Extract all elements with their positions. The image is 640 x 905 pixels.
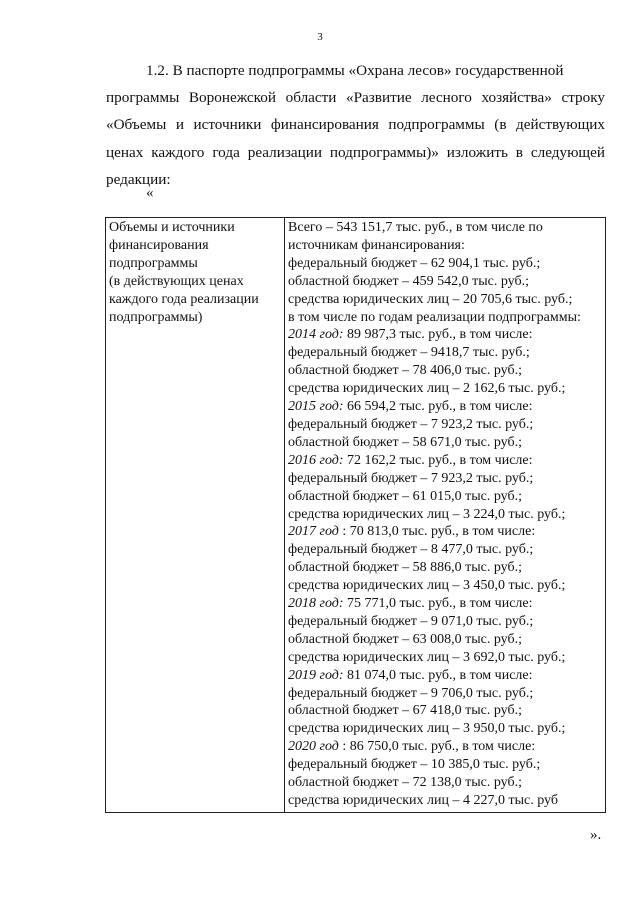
paragraph-line: ценах каждого года реализации подпрограммы)» изложить в следующей [106,143,605,161]
year-label: 2015 год: [288,399,344,415]
year-2015-heading [288,398,603,416]
year-summary: : 86 750,0 тыс. руб., в том числе: [338,739,536,755]
year-2014-heading [288,326,603,344]
year-summary: 81 074,0 тыс. руб., в том числе: [343,667,533,683]
label-line: Объемы и источники [109,220,235,235]
year-label: 2014 год: [288,327,344,343]
year-label: 2020 год [288,739,339,755]
total-line: областной бюджет – 459 542,0 тыс. руб.; [288,273,529,289]
budget-line: средства юридических лиц – 2 162,6 тыс. руб.; [288,381,566,397]
budget-line: областной бюджет – 78 406,0 тыс. руб.; [288,363,522,379]
budget-line: областной бюджет – 67 418,0 тыс. руб.; [288,703,522,719]
label-line: финансирования [109,237,209,253]
paragraph-line: редакции: [106,170,171,188]
year-summary: 72 162,2 тыс. руб., в том числе: [343,452,533,468]
year-2019-heading [288,667,603,685]
financing-table [105,217,606,813]
budget-line: федеральный бюджет – 9 071,0 тыс. руб.; [288,613,534,629]
paragraph-line: программы Воронежской области «Развитие лесного хозяйства» строку [106,89,605,107]
year-summary: 66 594,2 тыс. руб., в том числе: [343,399,533,415]
paragraph-line: «Объемы и источники финансирования подпрограммы (в действующих [106,116,605,134]
budget-line: средства юридических лиц – 3 692,0 тыс. руб.; [288,649,566,665]
budget-line: средства юридических лиц – 3 950,0 тыс. руб.; [288,721,566,737]
budget-line: средства юридических лиц – 3 224,0 тыс. руб.; [288,506,566,522]
total-line: федеральный бюджет – 62 904,1 тыс. руб.; [288,255,541,271]
amendment-paragraph [106,57,605,193]
year-summary: 89 987,3 тыс. руб., в том числе: [343,327,533,343]
paragraph-line: 1.2. В паспорте подпрограммы «Охрана лесов» государственной [146,62,564,79]
closing-quote-mark: ». [590,827,602,843]
year-2017-heading [288,523,603,541]
opening-quote-mark: « [146,185,154,201]
budget-line: областной бюджет – 58 671,0 тыс. руб.; [288,434,522,450]
year-label: 2019 год: [288,667,344,683]
label-line: (в действующих ценах [109,273,244,289]
year-label: 2016 год: [288,452,344,468]
budget-line: федеральный бюджет – 9418,7 тыс. руб.; [288,345,530,361]
total-line: средства юридических лиц – 20 705,6 тыс. руб.; [288,291,573,307]
year-summary: 75 771,0 тыс. руб., в том числе: [343,596,533,612]
year-label: 2018 год: [288,596,344,612]
total-line: в том числе по годам реализации подпрограммы: [288,309,581,325]
budget-line: федеральный бюджет – 10 385,0 тыс. руб.; [288,757,541,773]
budget-line: средства юридических лиц – 4 227,0 тыс. руб [288,793,558,808]
year-2020-heading [288,738,603,756]
financing-details-cell [285,218,606,813]
budget-line: федеральный бюджет – 7 923,2 тыс. руб.; [288,416,534,432]
budget-line: областной бюджет – 63 008,0 тыс. руб.; [288,631,522,647]
year-summary: : 70 813,0 тыс. руб., в том числе: [338,524,536,540]
table-row [106,218,606,813]
budget-line: федеральный бюджет – 8 477,0 тыс. руб.; [288,542,534,558]
budget-line: областной бюджет – 61 015,0 тыс. руб.; [288,488,522,504]
budget-line: федеральный бюджет – 9 706,0 тыс. руб.; [288,685,534,701]
budget-line: областной бюджет – 58 886,0 тыс. руб.; [288,560,522,576]
budget-line: средства юридических лиц – 3 450,0 тыс. руб.; [288,578,566,594]
row-label-cell [106,218,285,813]
year-2016-heading [288,452,603,470]
total-line: источникам финансирования: [288,237,465,253]
total-line: Всего – 543 151,7 тыс. руб., в том числе по [288,220,543,235]
year-label: 2017 год [288,524,339,540]
label-line: каждого года реализации [109,291,259,307]
budget-line: федеральный бюджет – 7 923,2 тыс. руб.; [288,470,534,486]
page-number: 3 [317,31,323,43]
year-2018-heading [288,595,603,613]
label-line: подпрограммы) [109,309,203,325]
label-line: подпрограммы [109,255,198,271]
budget-line: областной бюджет – 72 138,0 тыс. руб.; [288,775,522,791]
